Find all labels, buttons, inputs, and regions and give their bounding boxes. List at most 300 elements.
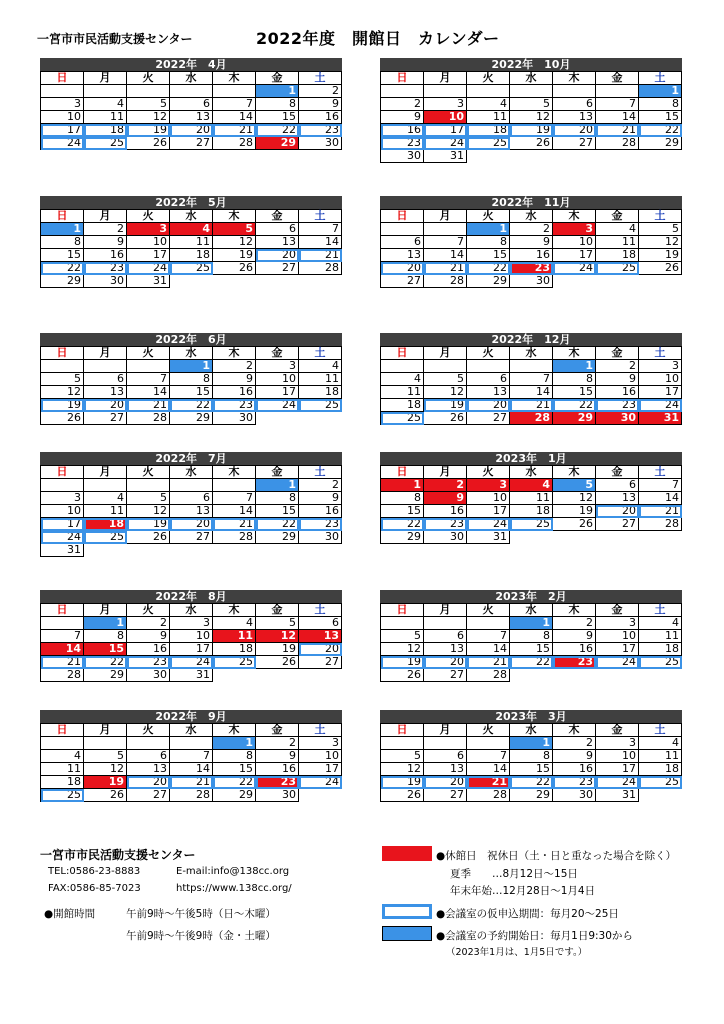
day-cell: 11	[596, 236, 639, 249]
page-title: 2022年度 開館日 カレンダー	[256, 29, 500, 48]
day-cell: 14	[213, 505, 256, 518]
day-cell: 18	[170, 249, 213, 262]
day-cell: 6	[467, 373, 510, 386]
empty-cell	[213, 669, 256, 682]
day-cell: 17	[467, 505, 510, 518]
day-cell: 14	[213, 111, 256, 124]
day-cell: 2	[510, 223, 553, 236]
day-cell: 12	[84, 763, 127, 776]
day-cell: 7	[467, 630, 510, 643]
day-cell: 17	[256, 386, 299, 399]
weekday-header: 月	[84, 72, 127, 85]
day-cell: 14	[299, 236, 342, 249]
week-row	[41, 617, 342, 630]
day-cell: 25	[510, 518, 553, 531]
day-cell: 19	[381, 656, 424, 669]
weekday-header: 日	[41, 72, 84, 85]
day-cell: 13	[381, 249, 424, 262]
day-cell: 18	[639, 763, 682, 776]
day-cell: 17	[639, 386, 682, 399]
empty-cell	[84, 85, 127, 98]
day-cell: 26	[639, 262, 682, 275]
day-cell: 9	[84, 236, 127, 249]
day-cell: 19	[553, 505, 596, 518]
weekday-header: 火	[127, 210, 170, 223]
day-cell: 14	[41, 643, 84, 656]
day-cell: 21	[213, 124, 256, 137]
weekday-header: 日	[381, 604, 424, 617]
empty-cell	[381, 223, 424, 236]
empty-cell	[170, 544, 213, 557]
day-cell: 15	[213, 763, 256, 776]
day-cell: 13	[84, 386, 127, 399]
day-cell: 25	[467, 137, 510, 150]
day-cell: 24	[467, 518, 510, 531]
weekday-header: 木	[213, 724, 256, 737]
day-cell: 4	[84, 492, 127, 505]
day-cell: 1	[170, 360, 213, 373]
empty-cell	[256, 669, 299, 682]
week-row	[381, 669, 682, 682]
day-cell: 16	[299, 111, 342, 124]
day-cell: 7	[424, 236, 467, 249]
day-cell: 16	[256, 763, 299, 776]
week-row	[381, 360, 682, 373]
month-title: 2022年 10月	[380, 58, 682, 71]
day-cell: 26	[381, 669, 424, 682]
day-cell: 13	[170, 505, 213, 518]
day-cell: 20	[256, 249, 299, 262]
empty-cell	[596, 85, 639, 98]
hours-weekend: 午前9時～午後9時（金・土曜）	[126, 930, 276, 942]
day-cell: 7	[41, 630, 84, 643]
day-cell: 5	[84, 750, 127, 763]
week-row	[381, 750, 682, 763]
empty-cell	[424, 360, 467, 373]
day-cell: 10	[299, 750, 342, 763]
day-cell: 5	[127, 492, 170, 505]
weekday-header: 木	[213, 347, 256, 360]
weekday-header: 日	[381, 347, 424, 360]
weekday-header: 土	[299, 724, 342, 737]
legend-blue-text: ●会議室の予約開始日：毎月1日9:30から	[436, 930, 633, 942]
day-cell: 13	[170, 111, 213, 124]
day-cell: 22	[467, 262, 510, 275]
day-cell: 10	[41, 111, 84, 124]
day-cell: 9	[553, 630, 596, 643]
weekday-header: 日	[41, 604, 84, 617]
day-cell: 26	[553, 518, 596, 531]
day-cell: 6	[596, 479, 639, 492]
day-cell: 1	[41, 223, 84, 236]
day-cell: 18	[639, 643, 682, 656]
weekday-header: 金	[596, 347, 639, 360]
week-row	[381, 505, 682, 518]
weekday-header: 月	[424, 72, 467, 85]
hours-weekday: 午前9時～午後5時（日～木曜）	[126, 908, 276, 920]
day-cell: 27	[127, 789, 170, 802]
weekday-header: 土	[639, 72, 682, 85]
day-cell: 23	[256, 776, 299, 789]
day-cell: 22	[510, 656, 553, 669]
day-cell: 28	[299, 262, 342, 275]
day-cell: 31	[639, 412, 682, 425]
day-cell: 14	[467, 643, 510, 656]
weekday-header: 土	[299, 604, 342, 617]
week-row	[381, 275, 682, 288]
day-cell: 30	[299, 137, 342, 150]
day-cell: 3	[256, 360, 299, 373]
day-cell: 7	[467, 750, 510, 763]
day-cell: 4	[299, 360, 342, 373]
day-cell: 31	[596, 789, 639, 802]
day-cell: 1	[510, 617, 553, 630]
day-cell: 4	[41, 750, 84, 763]
day-cell: 15	[639, 111, 682, 124]
empty-cell	[553, 150, 596, 163]
weekday-header: 金	[256, 210, 299, 223]
week-row	[41, 386, 342, 399]
weekday-header: 月	[84, 210, 127, 223]
weekday-header: 土	[299, 466, 342, 479]
empty-cell	[41, 479, 84, 492]
empty-cell	[596, 531, 639, 544]
day-cell: 30	[381, 150, 424, 163]
week-row	[41, 643, 342, 656]
weekday-header: 火	[467, 604, 510, 617]
day-cell: 20	[596, 505, 639, 518]
day-cell: 17	[553, 249, 596, 262]
empty-cell	[381, 85, 424, 98]
weekday-header: 日	[41, 724, 84, 737]
day-cell: 14	[127, 386, 170, 399]
day-cell: 8	[256, 492, 299, 505]
calendar-month	[40, 710, 342, 802]
day-cell: 9	[127, 630, 170, 643]
day-cell: 7	[299, 223, 342, 236]
day-cell: 20	[299, 643, 342, 656]
day-cell: 29	[170, 412, 213, 425]
weekday-header: 金	[256, 347, 299, 360]
weekday-header: 日	[381, 466, 424, 479]
weekday-header: 水	[170, 466, 213, 479]
day-cell: 21	[41, 656, 84, 669]
day-cell: 1	[553, 360, 596, 373]
day-cell: 12	[381, 763, 424, 776]
day-cell: 17	[596, 643, 639, 656]
day-cell: 26	[424, 412, 467, 425]
day-cell: 30	[299, 531, 342, 544]
day-cell: 17	[41, 518, 84, 531]
weekday-header: 日	[381, 210, 424, 223]
day-cell: 16	[424, 505, 467, 518]
week-row	[381, 763, 682, 776]
day-cell: 16	[553, 763, 596, 776]
day-cell: 5	[381, 630, 424, 643]
day-cell: 2	[84, 223, 127, 236]
day-cell: 14	[424, 249, 467, 262]
day-cell: 10	[424, 111, 467, 124]
day-cell: 24	[170, 656, 213, 669]
day-cell: 11	[381, 386, 424, 399]
weekday-header: 水	[170, 72, 213, 85]
day-cell: 22	[213, 776, 256, 789]
legend-blue-swatch	[382, 926, 432, 941]
day-cell: 31	[127, 275, 170, 288]
weekday-header: 火	[127, 347, 170, 360]
day-cell: 1	[510, 737, 553, 750]
calendar-month	[380, 710, 682, 802]
day-cell: 7	[639, 479, 682, 492]
week-row	[381, 617, 682, 630]
day-cell: 4	[467, 98, 510, 111]
day-cell: 15	[553, 386, 596, 399]
week-row	[41, 360, 342, 373]
day-cell: 3	[299, 737, 342, 750]
empty-cell	[170, 479, 213, 492]
day-cell: 9	[213, 373, 256, 386]
legend-holiday-text: ●休館日 祝休日（土・日と重なった場合を除く）	[436, 850, 677, 862]
empty-cell	[213, 479, 256, 492]
day-cell: 30	[510, 275, 553, 288]
day-cell: 13	[424, 763, 467, 776]
day-cell: 23	[84, 262, 127, 275]
empty-cell	[84, 544, 127, 557]
weekday-header: 土	[639, 466, 682, 479]
empty-cell	[213, 85, 256, 98]
empty-cell	[41, 85, 84, 98]
day-cell: 29	[256, 137, 299, 150]
day-cell: 2	[596, 360, 639, 373]
week-row	[381, 776, 682, 789]
day-cell: 8	[213, 750, 256, 763]
weekday-header: 土	[639, 604, 682, 617]
day-cell: 5	[381, 750, 424, 763]
weekday-header: 日	[381, 72, 424, 85]
day-cell: 25	[84, 531, 127, 544]
day-cell: 21	[424, 262, 467, 275]
day-cell: 25	[84, 137, 127, 150]
weekday-header: 火	[127, 72, 170, 85]
day-cell: 4	[381, 373, 424, 386]
day-cell: 2	[299, 85, 342, 98]
legend-newyear-text: 年末年始…12月28日～1月4日	[450, 885, 596, 897]
week-row	[381, 737, 682, 750]
day-cell: 16	[553, 643, 596, 656]
week-row	[41, 111, 342, 124]
weekday-header: 土	[639, 210, 682, 223]
day-cell: 20	[381, 262, 424, 275]
day-cell: 2	[424, 479, 467, 492]
empty-cell	[510, 85, 553, 98]
day-cell: 4	[639, 737, 682, 750]
day-cell: 23	[299, 518, 342, 531]
footer-org: 一宮市市民活動支援センター	[40, 848, 196, 862]
day-cell: 30	[127, 669, 170, 682]
day-cell: 8	[381, 492, 424, 505]
week-row	[41, 656, 342, 669]
day-cell: 31	[170, 669, 213, 682]
weekday-header: 月	[84, 604, 127, 617]
day-cell: 11	[170, 236, 213, 249]
weekday-header: 月	[84, 724, 127, 737]
day-cell: 24	[299, 776, 342, 789]
day-cell: 26	[127, 531, 170, 544]
day-cell: 12	[510, 111, 553, 124]
week-row	[381, 789, 682, 802]
empty-cell	[467, 85, 510, 98]
legend-summer-text: 夏季 …8月12日～15日	[450, 868, 578, 880]
legend-holiday-swatch	[382, 846, 432, 861]
day-cell: 29	[256, 531, 299, 544]
calendar-month	[40, 58, 342, 150]
weekday-header: 金	[256, 466, 299, 479]
week-row	[41, 124, 342, 137]
day-cell: 2	[553, 617, 596, 630]
weekday-header: 水	[510, 72, 553, 85]
empty-cell	[639, 275, 682, 288]
day-cell: 16	[84, 249, 127, 262]
day-cell: 6	[553, 98, 596, 111]
day-cell: 10	[127, 236, 170, 249]
day-cell: 24	[424, 137, 467, 150]
legend-blue-note: （2023年1月は、1月5日です。）	[446, 947, 588, 958]
day-cell: 8	[639, 98, 682, 111]
day-cell: 25	[639, 656, 682, 669]
week-row	[381, 492, 682, 505]
weekday-header: 火	[467, 466, 510, 479]
day-cell: 3	[127, 223, 170, 236]
day-cell: 9	[596, 373, 639, 386]
day-cell: 26	[84, 789, 127, 802]
day-cell: 26	[213, 262, 256, 275]
day-cell: 4	[170, 223, 213, 236]
day-cell: 14	[170, 763, 213, 776]
day-cell: 6	[299, 617, 342, 630]
week-row	[41, 479, 342, 492]
day-cell: 1	[213, 737, 256, 750]
week-row	[41, 669, 342, 682]
day-cell: 5	[41, 373, 84, 386]
day-cell: 12	[381, 643, 424, 656]
day-cell: 31	[467, 531, 510, 544]
day-cell: 10	[553, 236, 596, 249]
empty-cell	[299, 275, 342, 288]
week-row	[41, 763, 342, 776]
day-cell: 11	[639, 750, 682, 763]
week-row	[381, 399, 682, 412]
day-cell: 8	[170, 373, 213, 386]
day-cell: 31	[41, 544, 84, 557]
week-row	[41, 750, 342, 763]
day-cell: 20	[127, 776, 170, 789]
day-cell: 9	[381, 111, 424, 124]
day-cell: 9	[553, 750, 596, 763]
day-cell: 13	[467, 386, 510, 399]
day-cell: 13	[256, 236, 299, 249]
month-title: 2022年 8月	[40, 590, 342, 603]
day-cell: 17	[424, 124, 467, 137]
day-cell: 2	[299, 479, 342, 492]
week-row	[381, 236, 682, 249]
day-cell: 22	[553, 399, 596, 412]
day-cell: 3	[639, 360, 682, 373]
weekday-header: 水	[510, 347, 553, 360]
weekday-header: 火	[467, 210, 510, 223]
day-cell: 14	[467, 763, 510, 776]
weekday-header: 土	[299, 347, 342, 360]
day-cell: 12	[639, 236, 682, 249]
day-cell: 3	[467, 479, 510, 492]
weekday-header: 日	[41, 210, 84, 223]
calendar-month	[380, 196, 682, 288]
day-cell: 18	[381, 399, 424, 412]
month-title: 2022年 12月	[380, 333, 682, 346]
day-cell: 22	[256, 124, 299, 137]
week-row	[381, 643, 682, 656]
day-cell: 12	[213, 236, 256, 249]
day-cell: 28	[467, 789, 510, 802]
day-cell: 10	[256, 373, 299, 386]
week-row	[41, 505, 342, 518]
day-cell: 14	[639, 492, 682, 505]
week-row	[41, 492, 342, 505]
day-cell: 6	[170, 492, 213, 505]
day-cell: 27	[170, 137, 213, 150]
empty-cell	[299, 412, 342, 425]
day-cell: 16	[299, 505, 342, 518]
empty-cell	[299, 669, 342, 682]
day-cell: 20	[170, 124, 213, 137]
day-cell: 24	[596, 656, 639, 669]
day-cell: 1	[381, 479, 424, 492]
day-cell: 8	[510, 750, 553, 763]
day-cell: 21	[639, 505, 682, 518]
weekday-header: 金	[596, 210, 639, 223]
empty-cell	[127, 360, 170, 373]
day-cell: 21	[510, 399, 553, 412]
day-cell: 5	[510, 98, 553, 111]
day-cell: 22	[41, 262, 84, 275]
week-row	[41, 630, 342, 643]
day-cell: 24	[41, 137, 84, 150]
day-cell: 18	[84, 124, 127, 137]
day-cell: 4	[84, 98, 127, 111]
weekday-header: 金	[256, 72, 299, 85]
day-cell: 4	[639, 617, 682, 630]
day-cell: 8	[510, 630, 553, 643]
day-cell: 16	[510, 249, 553, 262]
day-cell: 28	[639, 518, 682, 531]
day-cell: 17	[596, 763, 639, 776]
day-cell: 26	[256, 656, 299, 669]
day-cell: 16	[213, 386, 256, 399]
day-cell: 4	[596, 223, 639, 236]
day-cell: 18	[299, 386, 342, 399]
footer-fax: FAX:0586-85-7023	[48, 883, 141, 894]
day-cell: 11	[467, 111, 510, 124]
day-cell: 29	[84, 669, 127, 682]
day-cell: 27	[170, 531, 213, 544]
weekday-header: 土	[299, 72, 342, 85]
day-cell: 15	[84, 643, 127, 656]
day-cell: 19	[256, 643, 299, 656]
weekday-header: 水	[170, 724, 213, 737]
day-cell: 30	[84, 275, 127, 288]
empty-cell	[213, 544, 256, 557]
day-cell: 13	[424, 643, 467, 656]
empty-cell	[127, 479, 170, 492]
